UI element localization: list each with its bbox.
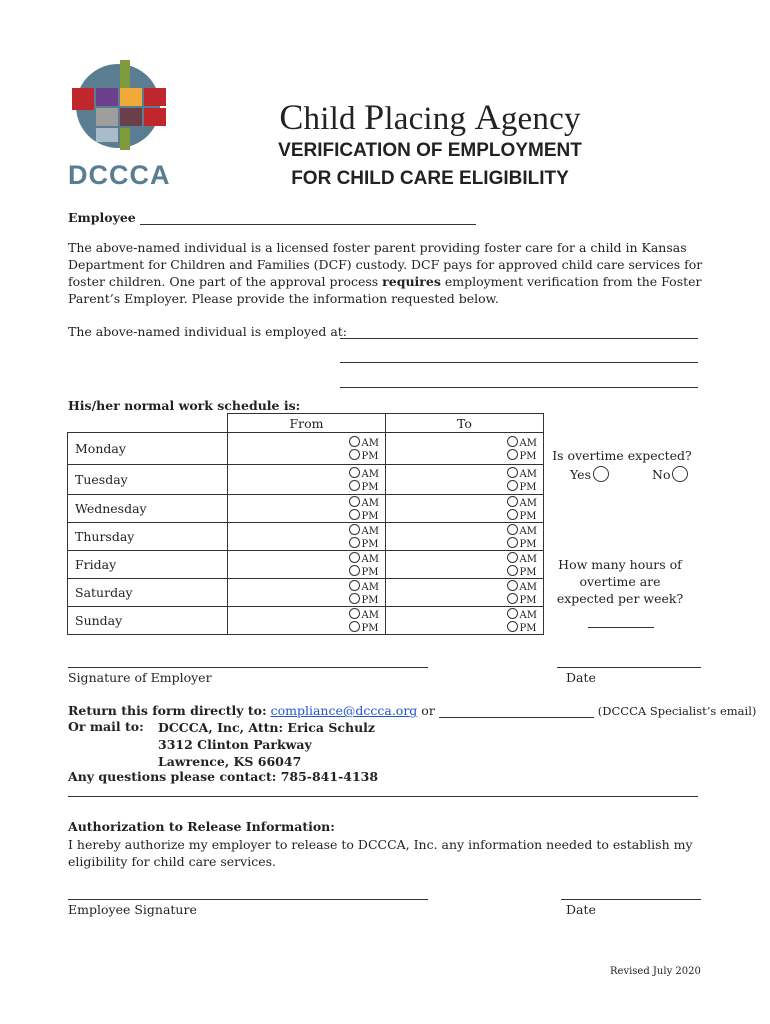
pm-radio-icon[interactable] <box>349 509 360 520</box>
agency-title: Child Placing Agency <box>279 97 581 137</box>
pm-label: PM <box>361 538 379 550</box>
day-label: Monday <box>68 433 228 465</box>
authorization-text: I hereby authorize my employer to release to DCCCA, Inc. any information needed to establish my eligibility for child care services. <box>68 837 693 869</box>
to-am-option[interactable] <box>507 496 537 509</box>
am-radio-icon[interactable] <box>349 580 360 591</box>
from-time-cell[interactable] <box>228 465 386 495</box>
divider <box>68 796 698 797</box>
from-pm-option[interactable] <box>349 621 379 634</box>
dccca-logo-icon <box>66 54 170 190</box>
to-time-cell[interactable] <box>386 495 544 523</box>
am-radio-icon[interactable] <box>507 552 518 563</box>
from-am-option[interactable] <box>349 496 379 509</box>
pm-label: PM <box>519 510 537 522</box>
am-label: AM <box>519 525 537 537</box>
pm-radio-icon[interactable] <box>349 565 360 576</box>
day-label: Sunday <box>68 607 228 635</box>
to-pm-option[interactable] <box>507 621 537 634</box>
mail-address: DCCCA, Inc, Attn: Erica Schulz 3312 Clinton Parkway Lawrence, KS 66047 <box>158 720 376 769</box>
employee-label: Employee <box>68 210 476 225</box>
to-header: To <box>386 414 544 433</box>
schedule-row <box>68 433 544 465</box>
to-pm-option[interactable] <box>507 537 537 550</box>
authorization-title: Authorization to Release Information: <box>68 819 335 834</box>
am-label: AM <box>519 581 537 593</box>
to-am-option[interactable] <box>507 467 537 480</box>
pm-label: PM <box>519 481 537 493</box>
pm-label: PM <box>361 510 379 522</box>
to-am-option[interactable] <box>507 608 537 621</box>
pm-label: PM <box>519 622 537 634</box>
employed-at-label: The above-named individual is employed at: <box>68 324 348 339</box>
pm-label: PM <box>361 481 379 493</box>
pm-radio-icon[interactable] <box>507 537 518 548</box>
from-am-option[interactable] <box>349 608 379 621</box>
from-time-cell[interactable] <box>228 607 386 635</box>
am-label: AM <box>519 468 537 480</box>
to-time-cell[interactable] <box>386 433 544 465</box>
day-label: Saturday <box>68 579 228 607</box>
employer-signature-field[interactable] <box>68 654 428 668</box>
employee-date-field[interactable] <box>561 886 701 900</box>
am-radio-icon[interactable] <box>349 467 360 478</box>
overtime-no-option[interactable]: No <box>652 466 688 482</box>
pm-label: PM <box>519 594 537 606</box>
to-pm-option[interactable] <box>507 480 537 493</box>
am-label: AM <box>361 581 379 593</box>
svg-text:DCCCA: DCCCA <box>68 160 170 190</box>
pm-label: PM <box>361 566 379 578</box>
from-pm-option[interactable] <box>349 565 379 578</box>
employer-signature-label: Signature of Employer <box>68 670 212 685</box>
am-label: AM <box>361 553 379 565</box>
intro-paragraph: The above-named individual is a licensed foster parent providing foster care for a child in Kansas Department for Children and Families (DCF) custody. DCF pays for approved child care services for foster children. One part of the approval process requires employment verification from the Foster Parent’s Employer. Please provide the information requested below. <box>68 240 703 306</box>
form-subtitle-2: FOR CHILD CARE ELIGIBILITY <box>291 168 569 189</box>
pm-radio-icon[interactable] <box>349 621 360 632</box>
from-am-option[interactable] <box>349 552 379 565</box>
am-radio-icon[interactable] <box>507 496 518 507</box>
am-radio-icon[interactable] <box>349 608 360 619</box>
work-schedule-table <box>67 413 544 635</box>
pm-radio-icon[interactable] <box>349 449 360 460</box>
from-time-cell[interactable] <box>228 433 386 465</box>
pm-radio-icon[interactable] <box>507 565 518 576</box>
pm-radio-icon[interactable] <box>349 537 360 548</box>
from-time-cell[interactable] <box>228 551 386 579</box>
schedule-label: His/her normal work schedule is: <box>68 398 301 413</box>
pm-radio-icon[interactable] <box>507 449 518 460</box>
am-radio-icon[interactable] <box>349 524 360 535</box>
overtime-no-radio[interactable] <box>672 466 688 482</box>
from-am-option[interactable] <box>349 580 379 593</box>
employee-date-label: Date <box>566 902 596 917</box>
to-time-cell[interactable] <box>386 607 544 635</box>
employer-name-field[interactable] <box>340 325 698 339</box>
dccca-logo <box>66 54 170 190</box>
specialist-email-field[interactable] <box>439 704 594 718</box>
pm-radio-icon[interactable] <box>349 480 360 491</box>
overtime-yes-option[interactable]: Yes <box>570 466 609 482</box>
employer-address-field-1[interactable] <box>340 349 698 363</box>
from-am-option[interactable] <box>349 467 379 480</box>
day-label: Friday <box>68 551 228 579</box>
overtime-hours-field[interactable] <box>588 614 654 628</box>
from-pm-option[interactable] <box>349 480 379 493</box>
pm-label: PM <box>361 622 379 634</box>
to-pm-option[interactable] <box>507 509 537 522</box>
pm-label: PM <box>361 450 379 462</box>
employee-name-field[interactable] <box>140 211 476 225</box>
to-time-cell[interactable] <box>386 465 544 495</box>
overtime-hours-question: How many hours of overtime are expected per week? <box>556 557 684 606</box>
to-pm-option[interactable] <box>507 593 537 606</box>
am-label: AM <box>519 609 537 621</box>
overtime-yes-radio[interactable] <box>593 466 609 482</box>
schedule-row <box>68 579 544 607</box>
from-pm-option[interactable] <box>349 593 379 606</box>
am-radio-icon[interactable] <box>349 436 360 447</box>
from-time-cell[interactable] <box>228 579 386 607</box>
to-am-option[interactable] <box>507 524 537 537</box>
mail-label: Or mail to: <box>68 719 144 734</box>
employer-date-label: Date <box>566 670 596 685</box>
from-pm-option[interactable] <box>349 509 379 522</box>
schedule-row <box>68 551 544 579</box>
return-line: Return this form directly to: compliance@dccca.org or (DCCCA Specialist’s email) <box>68 703 757 718</box>
schedule-row <box>68 495 544 523</box>
to-am-option[interactable] <box>507 436 537 449</box>
am-radio-icon[interactable] <box>349 496 360 507</box>
employee-signature-field[interactable] <box>68 886 428 900</box>
to-am-option[interactable] <box>507 552 537 565</box>
compliance-email-link[interactable]: compliance@dccca.org <box>270 703 418 718</box>
am-label: AM <box>361 525 379 537</box>
pm-radio-icon[interactable] <box>507 480 518 491</box>
pm-radio-icon[interactable] <box>507 621 518 632</box>
am-radio-icon[interactable] <box>349 552 360 563</box>
from-time-cell[interactable] <box>228 523 386 551</box>
schedule-row <box>68 523 544 551</box>
to-time-cell[interactable] <box>386 579 544 607</box>
day-label: Wednesday <box>68 495 228 523</box>
am-radio-icon[interactable] <box>507 467 518 478</box>
from-pm-option[interactable] <box>349 449 379 462</box>
am-label: AM <box>519 497 537 509</box>
contact-phone: Any questions please contact: 785-841-4138 <box>68 769 379 784</box>
am-label: AM <box>361 468 379 480</box>
employer-address-field-2[interactable] <box>340 374 698 388</box>
schedule-row <box>68 465 544 495</box>
am-radio-icon[interactable] <box>507 524 518 535</box>
to-time-cell[interactable] <box>386 523 544 551</box>
to-pm-option[interactable] <box>507 449 537 462</box>
pm-radio-icon[interactable] <box>507 509 518 520</box>
schedule-row <box>68 607 544 635</box>
am-label: AM <box>519 437 537 449</box>
to-am-option[interactable] <box>507 580 537 593</box>
from-pm-option[interactable] <box>349 537 379 550</box>
from-am-option[interactable] <box>349 524 379 537</box>
employee-signature-label: Employee Signature <box>68 902 197 917</box>
am-label: AM <box>361 437 379 449</box>
pm-radio-icon[interactable] <box>349 593 360 604</box>
pm-label: PM <box>519 566 537 578</box>
am-radio-icon[interactable] <box>507 580 518 591</box>
pm-label: PM <box>361 594 379 606</box>
am-label: AM <box>519 553 537 565</box>
from-time-cell[interactable] <box>228 495 386 523</box>
from-header: From <box>228 414 386 433</box>
pm-label: PM <box>519 450 537 462</box>
revision-note: Revised July 2020 <box>610 966 701 977</box>
pm-radio-icon[interactable] <box>507 593 518 604</box>
employer-date-field[interactable] <box>557 654 701 668</box>
day-label: Tuesday <box>68 465 228 495</box>
to-pm-option[interactable] <box>507 565 537 578</box>
am-label: AM <box>361 609 379 621</box>
from-am-option[interactable] <box>349 436 379 449</box>
am-radio-icon[interactable] <box>507 436 518 447</box>
overtime-question: Is overtime expected? <box>552 448 692 463</box>
to-time-cell[interactable] <box>386 551 544 579</box>
am-label: AM <box>361 497 379 509</box>
day-label: Thursday <box>68 523 228 551</box>
am-radio-icon[interactable] <box>507 608 518 619</box>
form-subtitle-1: VERIFICATION OF EMPLOYMENT <box>278 140 582 161</box>
pm-label: PM <box>519 538 537 550</box>
